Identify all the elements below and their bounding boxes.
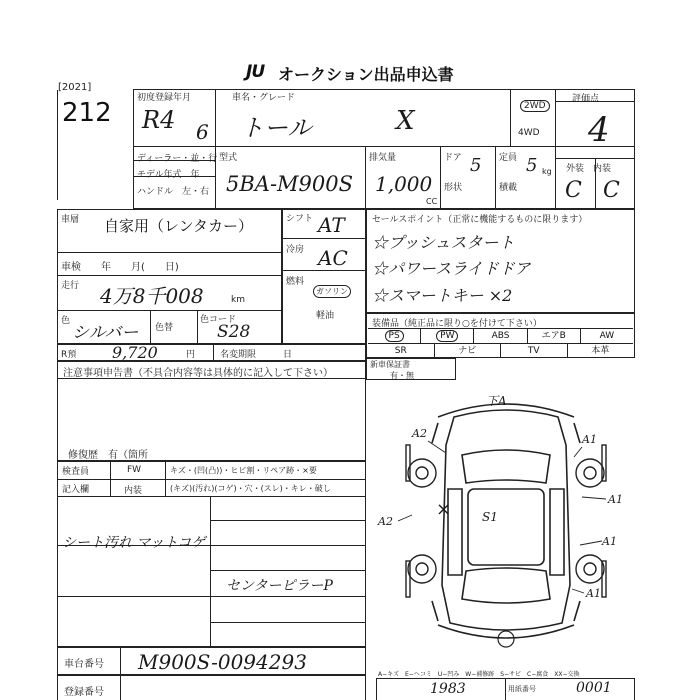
label-fw: FW <box>127 465 142 475</box>
label-color-code: 色コード <box>200 315 237 325</box>
label-kg: kg <box>542 167 552 176</box>
usage-value: 自家用（レンタカー） <box>104 217 254 235</box>
label-equipment: 装備品（純正品に限り○を付けて下さい） <box>372 319 542 329</box>
mileage-value: 4万8千008 <box>100 284 204 308</box>
shift-value: AT <box>318 213 345 237</box>
damage-mark-6: A1 <box>602 535 617 548</box>
exterior-grade-value: C <box>565 178 582 203</box>
label-recycle: R預 <box>61 350 77 360</box>
displacement-value: 1,000 <box>375 172 433 196</box>
label-first-reg: 初度登録年月 <box>137 93 192 103</box>
sales-point-2: ☆パワースライドドア <box>372 259 531 278</box>
rating-value: 4 <box>588 110 610 150</box>
aircon-value: AC <box>318 246 348 270</box>
damage-mark-2: A1 <box>582 433 597 446</box>
label-new-car-warranty: 新車保証書 <box>370 360 410 369</box>
label-form-no: 用紙番号 <box>508 685 536 693</box>
label-shift: シフト <box>286 214 314 224</box>
label-repair-history: 修復歴 有（箇所 <box>68 450 148 461</box>
exterior-damage-options: キズ・(凹(凸))・ヒビ割・リペア跡・×要 <box>170 466 317 475</box>
label-color: 色 <box>61 316 71 326</box>
equipment-row <box>368 328 633 343</box>
equipment-item: SR <box>394 346 407 356</box>
era-value: R4 <box>142 106 176 134</box>
grade-value: X <box>396 106 415 136</box>
label-interior: 内装 <box>124 486 143 496</box>
label-mileage: 走行 <box>61 281 80 291</box>
label-color-swap: 色替 <box>155 323 174 333</box>
header-logo: JU <box>246 62 265 82</box>
equipment-row <box>368 343 633 358</box>
spare-tire-icon <box>498 631 514 647</box>
type-code-value: 5BA-M900S <box>226 172 354 196</box>
equipment-item: AW <box>580 329 633 343</box>
year-tag: [2021] <box>58 82 92 93</box>
label-model-year: モデル年式 年 <box>137 170 200 180</box>
label-2wd: 2WD <box>520 100 550 112</box>
form-number-value: 0001 <box>576 680 612 696</box>
label-notes: 注意事項申告書（不具合内容等は具体的に記入して下さい） <box>63 368 333 379</box>
label-sales-points: セールスポイント（正常に機能するものに限ります） <box>372 215 588 225</box>
page-title: オークション出品申込書 <box>278 65 454 84</box>
remark-pillar: センターピラーP <box>226 578 333 594</box>
label-shape: 形状 <box>444 183 463 193</box>
equipment-item: ABS <box>473 329 526 343</box>
damage-mark-7: A1 <box>586 587 601 600</box>
remark-seat: シート汚れ マットコゲ <box>62 535 206 551</box>
label-fuel: 燃料 <box>286 277 305 287</box>
label-loading: 積載 <box>499 183 518 193</box>
warranty-values: 有・無 <box>390 371 414 380</box>
label-reg-expiry: 名変期限 日 <box>220 350 293 360</box>
recycle-fee-value: 9,720 <box>112 343 158 362</box>
diagram-mark-x: × <box>436 499 452 520</box>
equipment-item: PW <box>420 329 473 343</box>
label-km: km <box>231 295 245 305</box>
label-displacement: 排気量 <box>369 153 397 163</box>
label-yen: 円 <box>186 350 196 360</box>
interior-damage-options: (キズ)(汚れ)(コゲ)・穴・(スレ)・キレ・破し <box>170 484 331 493</box>
label-doors: ドア <box>444 153 462 163</box>
equipment-item: 本革 <box>567 344 634 358</box>
damage-mark-5: A2 <box>378 515 393 528</box>
fuel-gas-option: ガソリン <box>313 285 351 298</box>
label-model-grade: 車名・グレード <box>232 93 296 103</box>
sales-point-3: ☆スマートキー ×2 <box>372 286 513 305</box>
color-code-value: S28 <box>217 322 251 342</box>
label-aircon: 冷房 <box>286 245 305 255</box>
stamp-value: 1983 <box>430 681 466 697</box>
wheel-icons <box>406 445 606 597</box>
doors-value: 5 <box>470 155 482 176</box>
diagram-mark-s1: S1 <box>482 510 498 524</box>
interior-grade-value: C <box>603 178 620 203</box>
equipment-item: エアB <box>527 329 580 343</box>
equipment-table <box>368 328 633 358</box>
damage-mark-1: A2 <box>412 427 427 440</box>
damage-legend: A−キズ E−ヘコミ U−凹み W−補修跡 S−サビ C−腐食 XX−交換 <box>378 671 580 678</box>
label-inspector: 検査員 <box>62 467 90 477</box>
label-ext-int: 外装 内装 <box>566 164 612 174</box>
lot-number: 212 <box>62 98 112 128</box>
equipment-item: ナビ <box>434 344 501 358</box>
label-reg-no: 登録番号 <box>64 687 104 698</box>
equipment-item: PS <box>368 329 420 343</box>
car-damage-diagram <box>376 385 636 655</box>
chassis-value: M900S-0094293 <box>138 650 307 674</box>
color-value: シルバー <box>72 323 139 343</box>
recycle-row <box>57 344 366 361</box>
label-capacity: 定員 <box>499 153 518 163</box>
equipment-item: TV <box>500 344 567 358</box>
label-4wd: 4WD <box>518 128 540 138</box>
label-dealer: ディーラー・並・行 <box>137 154 218 164</box>
label-type: 型式 <box>219 153 238 163</box>
label-rating: 評価点 <box>572 94 600 104</box>
fuel-diesel-option: 軽油 <box>316 311 335 321</box>
label-inspection: 車検 年 月( 日) <box>61 262 179 273</box>
label-entry: 記入欄 <box>62 485 90 495</box>
svg-text:下A: 下A <box>486 394 507 408</box>
capacity-value: 5 <box>526 155 538 176</box>
label-chassis-no: 車台番号 <box>64 659 104 670</box>
month-value: 6 <box>196 120 209 144</box>
sales-point-1: ☆プッシュスタート <box>372 233 515 252</box>
damage-mark-3: A1 <box>608 493 623 506</box>
label-usage: 車層 <box>61 215 80 225</box>
car-name-value: トール <box>240 114 312 142</box>
label-handle: ハンドル 左・右 <box>137 187 210 197</box>
label-cc: CC <box>426 197 438 206</box>
